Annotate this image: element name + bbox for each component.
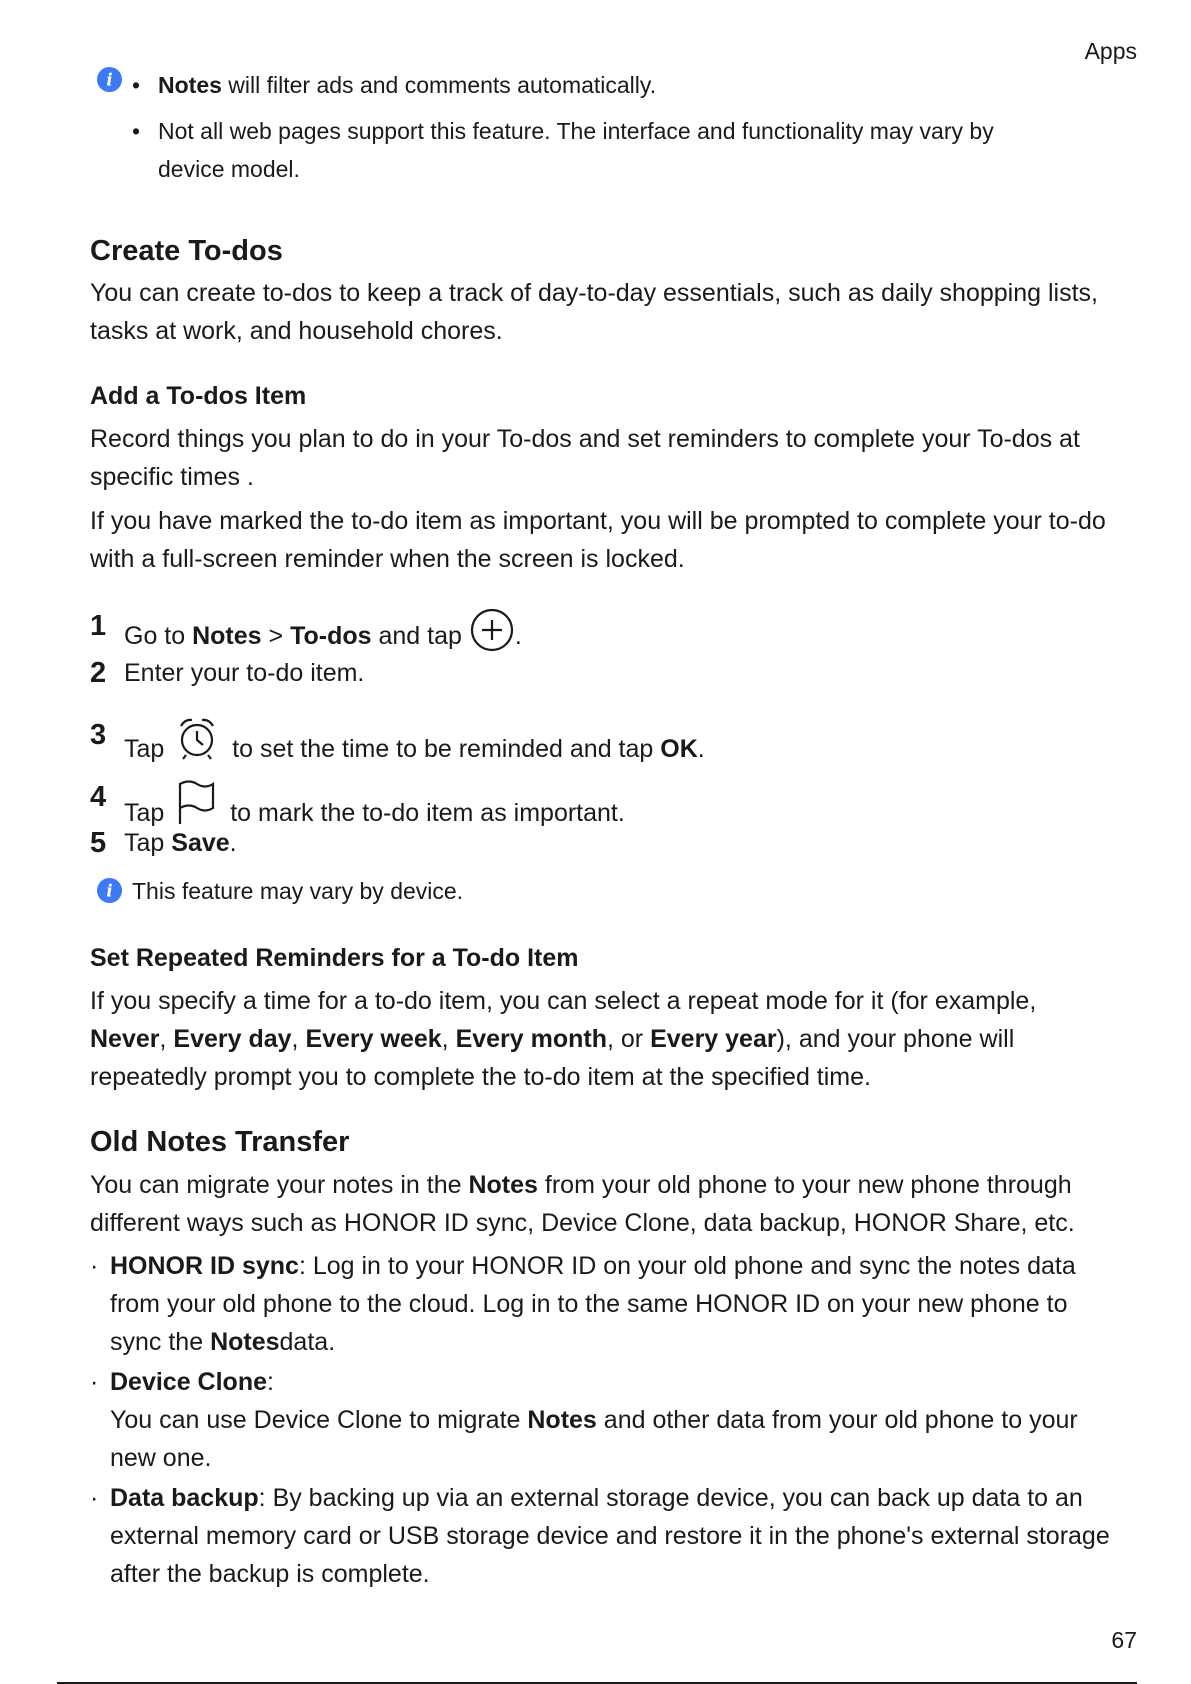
bullet: •	[132, 118, 141, 144]
note-text: Not all web pages support this feature. The interface and functionality may vary by device model.	[158, 118, 994, 182]
add-item-subsection	[90, 378, 1115, 578]
step-number: 1	[90, 610, 107, 642]
transfer-methods-list	[90, 1247, 1115, 1595]
old-notes-section	[90, 1122, 1115, 1242]
step-text: Tap to set the time to be reminded and tap OK.	[124, 716, 705, 768]
section-title: Old Notes Transfer	[90, 1126, 350, 1158]
step-number: 2	[90, 657, 107, 689]
page-number: 67	[1111, 1627, 1137, 1653]
paragraph: If you have marked the to-do item as important, you will be prompted to complete your to-do with a full-screen reminder when the screen is locked.	[90, 507, 1106, 573]
add-circle-icon	[469, 607, 515, 653]
info-icon	[96, 877, 123, 904]
info-note	[90, 872, 1100, 910]
note-text: This feature may vary by device.	[132, 878, 464, 904]
section-header: Apps	[1084, 38, 1137, 64]
flag-icon	[175, 778, 217, 826]
svg-text:i: i	[106, 881, 113, 901]
bullet: •	[132, 72, 141, 98]
paragraph: If you specify a time for a to-do item, you can select a repeat mode for it (for example, Never, Every day, Every week, Every month, or Every year), and your phone will repeatedly prompt you to complete the to-do item at the specified time.	[90, 987, 1037, 1091]
section-title: Create To-dos	[90, 235, 283, 267]
step-text: Enter your to-do item.	[124, 659, 365, 687]
alarm-clock-icon	[175, 716, 219, 762]
note-text: will filter ads and comments automatically.	[221, 72, 657, 98]
info-note	[90, 66, 1100, 188]
paragraph: Record things you plan to do in your To-dos and set reminders to complete your To-dos at specific times .	[90, 425, 1080, 491]
step-number: 3	[90, 719, 107, 751]
note-item	[90, 66, 1100, 104]
note-bold: Notes	[158, 72, 222, 98]
repeat-subsection	[90, 940, 1115, 1096]
create-todos-section	[90, 231, 1115, 350]
step-number: 5	[90, 827, 107, 859]
list-item: · Data backup: By backing up via an external storage device, you can back up data to an external memory card or USB storage device and restore it in the phone's external storage after the backup is complete.	[90, 1484, 1110, 1588]
note-item	[90, 112, 1100, 188]
step-number: 4	[90, 781, 107, 813]
subsection-title: Set Repeated Reminders for a To-do Item	[90, 944, 579, 972]
section-intro: You can create to-dos to keep a track of day-to-day essentials, such as daily shopping lists, tasks at work, and household chores.	[90, 279, 1098, 345]
info-icon	[96, 66, 123, 93]
step-text: Tap Save.	[124, 829, 237, 857]
subsection-title: Add a To-dos Item	[90, 382, 307, 410]
list-item: · Device Clone: You can use Device Clone to migrate Notes and other data from your old phone to your new one.	[90, 1368, 1078, 1472]
step-text: Tap to mark the to-do item as important.	[124, 778, 625, 832]
step-text: Go to Notes > To-dos and tap .	[124, 607, 522, 655]
section-intro: You can migrate your notes in the Notes from your old phone to your new phone through different ways such as HONOR ID sync, Device Clone, data backup, HONOR Share, etc.	[90, 1171, 1075, 1237]
list-item: · HONOR ID sync: Log in to your HONOR ID on your old phone and sync the notes data from your old phone to the cloud. Log in to the same HONOR ID on your new phone to sync the Notesdata.	[90, 1252, 1076, 1356]
svg-text:i: i	[106, 70, 113, 90]
